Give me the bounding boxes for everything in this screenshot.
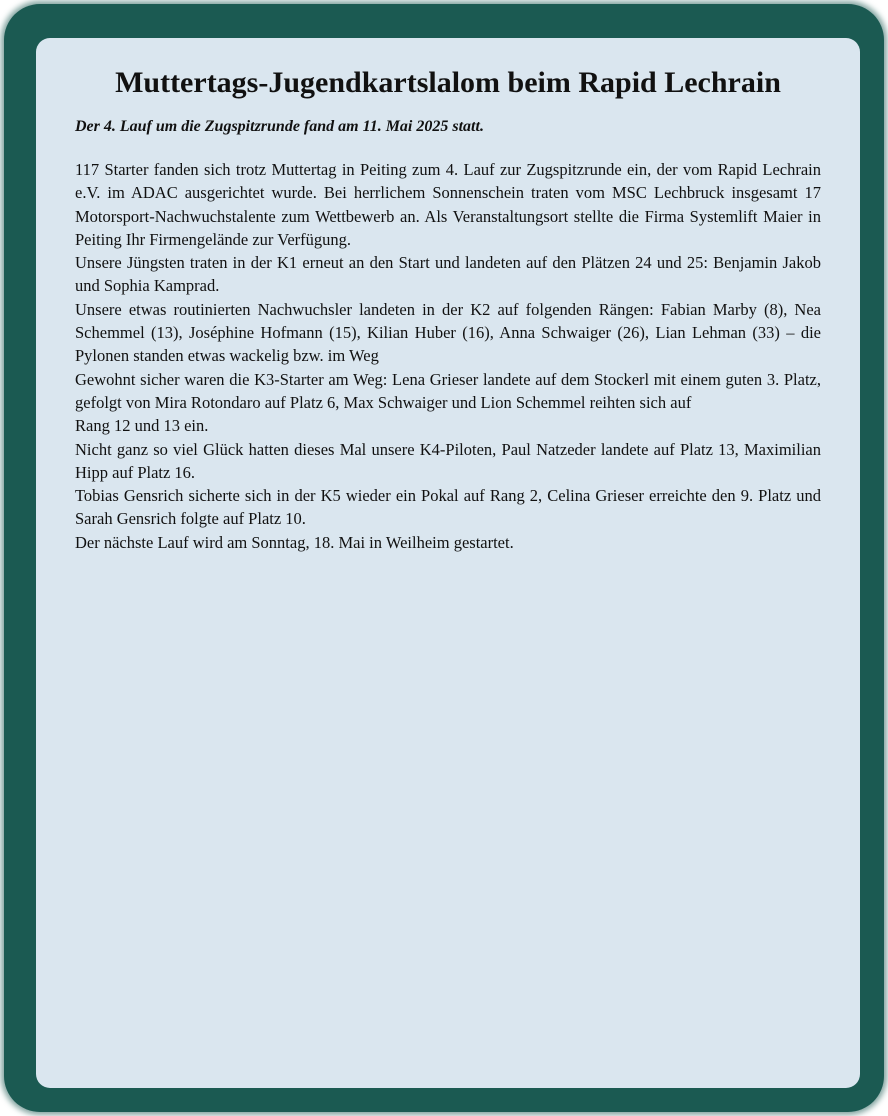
article-paragraph: Gewohnt sicher waren die K3-Starter am Weg: Lena Grieser landete auf dem Stockerl mit einem guten 3. Platz, gefolgt von Mira Rotondaro auf Platz 6, Max Schwaiger und Lion Schemmel reihten sich auf — [75, 369, 821, 412]
article-paragraph: Unsere etwas routinierten Nachwuchsler landeten in der K2 auf folgenden Rängen: Fabian Marby (8), Nea Schemmel (13), Joséphine Hofmann (15), Kilian Huber (16), Anna Schwaiger (26), Lian Lehman (33) – die Pylonen standen etwas wackelig bzw. im Weg — [75, 299, 821, 366]
article-body — [75, 158, 821, 554]
article-paragraph: Nicht ganz so viel Glück hatten dieses Mal unsere K4-Piloten, Paul Natzeder landete auf Platz 13, Maximilian Hipp auf Platz 16. — [75, 439, 821, 482]
article-paragraph: 117 Starter fanden sich trotz Muttertag in Peiting zum 4. Lauf zur Zugspitzrunde ein, der vom Rapid Lechrain e.V. im ADAC ausgerichtet wurde. Bei herrlichem Sonnenschein traten vom MSC Lechbruck insgesamt 17 Motorsport-Nachwuchstalente zum Wettbewerb an. Als Veranstaltungsort stellte die Firma Systemlift Maier in Peiting Ihr Firmengelände zur Verfügung. — [75, 160, 821, 249]
article-title: Muttertags-Jugendkartslalom beim Rapid Lechrain — [115, 66, 781, 99]
article-paragraph: Der nächste Lauf wird am Sonntag, 18. Mai in Weilheim gestartet. — [75, 532, 514, 552]
page-frame — [4, 4, 884, 1112]
article-paragraph: Rang 12 und 13 ein. — [75, 416, 209, 436]
article-content — [75, 60, 821, 554]
article-paragraph: Unsere Jüngsten traten in der K1 erneut an den Start und landeten auf den Plätzen 24 und 25: Benjamin Jakob und Sophia Kamprad. — [75, 253, 821, 296]
article-subtitle: Der 4. Lauf um die Zugspitzrunde fand am 11. Mai 2025 statt. — [75, 118, 484, 135]
article-card — [36, 38, 860, 1088]
article-paragraph: Tobias Gensrich sicherte sich in der K5 wieder ein Pokal auf Rang 2, Celina Grieser erreichte den 9. Platz und Sarah Gensrich folgte auf Platz 10. — [75, 486, 821, 529]
